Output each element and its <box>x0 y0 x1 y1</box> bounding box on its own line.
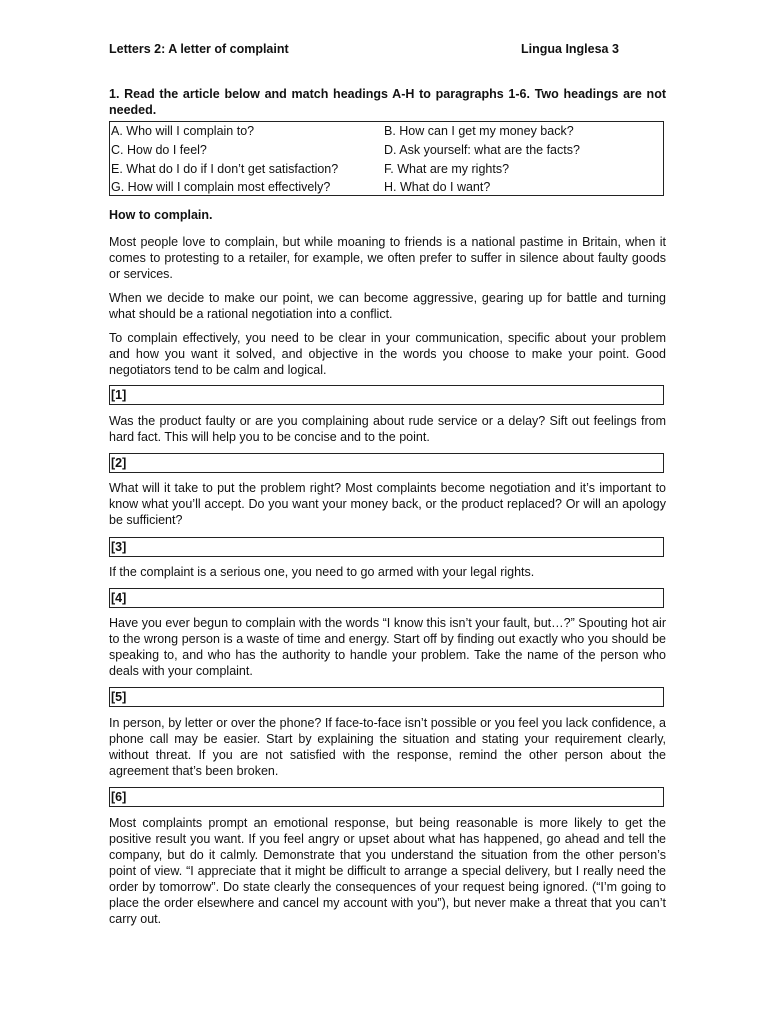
intro-paragraph: To complain effectively, you need to be clear in your communication, specific about your problem and how you want it solved, and objective in the words you choose to make your point. Good negotiators tend to be calm and logical. <box>109 331 666 377</box>
heading-option: A. Who will I complain to? <box>111 124 255 138</box>
page-header <box>109 42 666 60</box>
paragraph-marker-box: [2] <box>109 453 664 473</box>
intro-paragraph: When we decide to make our point, we can become aggressive, gearing up for battle and turning what should be a rational negotiation into a conflict. <box>109 291 666 321</box>
paragraph-marker-box: [3] <box>109 537 664 557</box>
heading-option: G. How will I complain most effectively? <box>111 180 331 194</box>
document-title: Letters 2: A letter of complaint <box>109 42 289 56</box>
exercise-instruction: 1. Read the article below and match headings A-H to paragraphs 1-6. Two headings are not needed. <box>109 87 666 117</box>
heading-option: C. How do I feel? <box>111 143 207 157</box>
section-paragraph: Was the product faulty or are you complaining about rude service or a delay? Sift out feelings from hard fact. This will help you to be concise and to the point. <box>109 414 666 444</box>
intro-paragraph: Most people love to complain, but while moaning to friends is a national pastime in Britain, when it comes to protesting to a retailer, for example, we often prefer to suffer in silence about faulty goods or services. <box>109 235 666 281</box>
article-title: How to complain. <box>109 208 213 222</box>
paragraph-marker-box: [4] <box>109 588 664 608</box>
heading-option: F. What are my rights? <box>384 162 510 176</box>
paragraph-marker-box: [1] <box>109 385 664 405</box>
section-paragraph: In person, by letter or over the phone? If face-to-face isn’t possible or you feel you lack confidence, a phone call may be easier. Start by explaining the situation and stating your requirement clearly, without threat. If you are not satisfied with the response, remind the other person about the agreement that’s been broken. <box>109 716 666 778</box>
section-paragraph: If the complaint is a serious one, you need to go armed with your legal rights. <box>109 565 535 579</box>
heading-option: D. Ask yourself: what are the facts? <box>384 143 580 157</box>
headings-box <box>109 121 664 196</box>
section-paragraph: Have you ever begun to complain with the words “I know this isn’t your fault, but…?” Spouting hot air to the wrong person is a waste of time and energy. Start off by finding out exactly who you should be speaking to, and who has the authority to handle your problem. Take the name of the person who deals with your complaint. <box>109 616 666 678</box>
heading-option: B. How can I get my money back? <box>384 124 574 138</box>
section-paragraph: Most complaints prompt an emotional response, but being reasonable is more likely to get the positive result you want. If you feel angry or upset about what has happened, go ahead and tell the company, but do it calmly. Demonstrate that you understand the situation from the other person’s point of view. “I appreciate that it might be difficult to arrange a special delivery, but I really need the order by tomorrow”. Do state clearly the consequences of your request being ignored. (“I’m going to place the order elsewhere and cancel my account with you”), but never make a threat that you can’t carry out. <box>109 816 666 926</box>
heading-option: H. What do I want? <box>384 180 491 194</box>
paragraph-marker-box: [5] <box>109 687 664 707</box>
paragraph-marker-box: [6] <box>109 787 664 807</box>
course-name: Lingua Inglesa 3 <box>521 42 619 56</box>
section-paragraph: What will it take to put the problem right? Most complaints become negotiation and it’s important to know what you’ll accept. Do you want your money back, or the product replaced? Or will an apology be sufficient? <box>109 481 666 527</box>
heading-option: E. What do I do if I don’t get satisfaction? <box>111 162 339 176</box>
